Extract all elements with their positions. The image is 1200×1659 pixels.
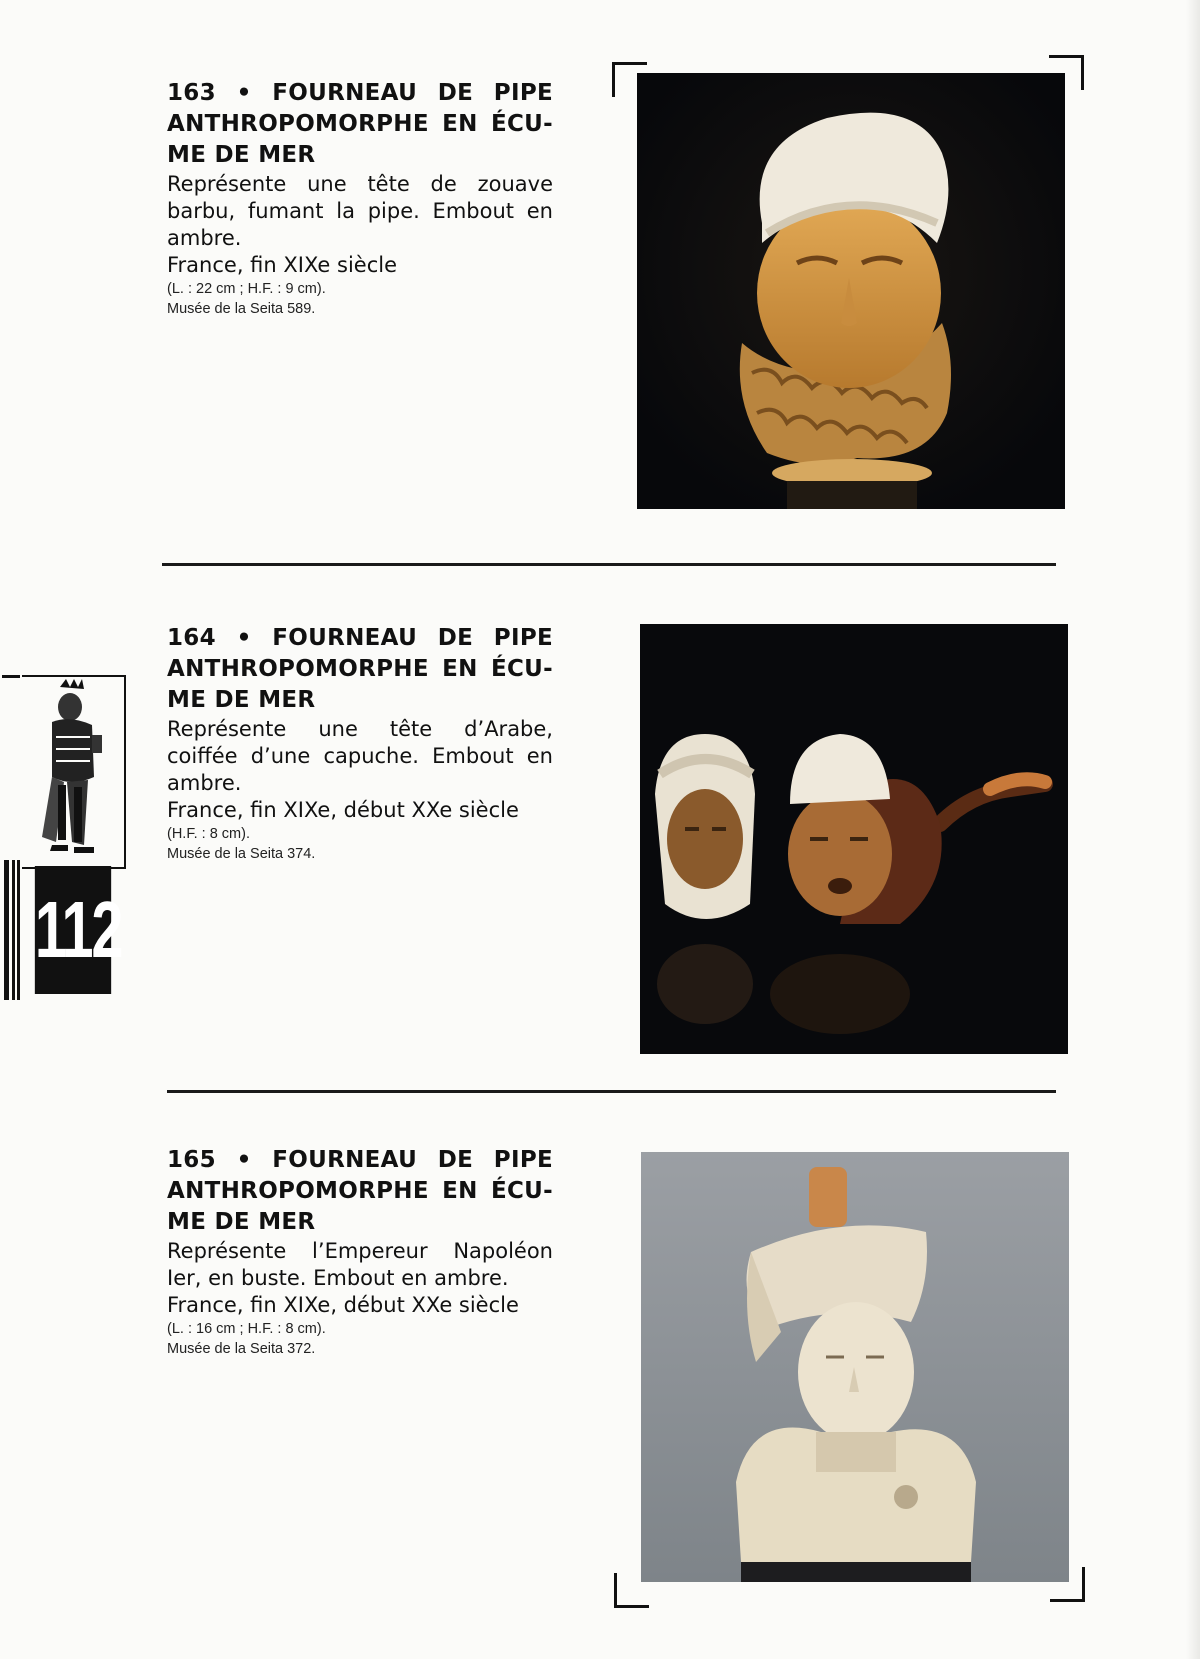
- page-edge: [1186, 0, 1200, 1659]
- page-number: 112: [35, 866, 111, 994]
- entry-description: Représente une tête d’Arabe, coiffée d’une capuche. Embout en ambre.: [167, 717, 553, 795]
- entry-collection: Musée de la Seita 372.: [167, 1341, 316, 1357]
- crop-mark-bottom-left: [614, 1573, 649, 1608]
- entry-title: 165 • FOURNEAU DE PIPE ANTHROPOMORPHE EN ÉCU-ME DE MER: [167, 1147, 553, 1235]
- entry-dimensions: (L. : 22 cm ; H.F. : 9 cm).: [167, 281, 326, 297]
- knight-figure-icon: [22, 677, 124, 867]
- photo-napoleon-bust-pipe: [641, 1152, 1069, 1582]
- crop-mark-top-left: [612, 62, 647, 97]
- entry-title: 163 • FOURNEAU DE PIPE ANTHROPOMORPHE EN ÉCU-ME DE MER: [167, 80, 553, 168]
- entry-description: Représente une tête de zouave barbu, fumant la pipe. Embout en ambre.: [167, 172, 553, 250]
- entry-origin: France, fin XIXe, début XXe siècle: [167, 798, 519, 822]
- entry-title: 164 • FOURNEAU DE PIPE ANTHROPOMORPHE EN ÉCU-ME DE MER: [167, 625, 553, 713]
- entry-dimensions: (H.F. : 8 cm).: [167, 826, 250, 842]
- entry-origin: France, fin XIXe siècle: [167, 253, 398, 277]
- section-divider: [167, 1090, 1056, 1093]
- catalog-entry-163: [167, 78, 553, 319]
- entry-origin: France, fin XIXe, début XXe siècle: [167, 1293, 519, 1317]
- photo-arab-head-pipes: [640, 624, 1068, 1054]
- entry-dimensions: (L. : 16 cm ; H.F. : 8 cm).: [167, 1321, 326, 1337]
- section-divider: [162, 563, 1056, 566]
- photo-zouave-pipe: [637, 73, 1065, 509]
- catalog-entry-165: [167, 1145, 553, 1359]
- side-tick: [2, 675, 20, 678]
- sidebar-ornament: [22, 675, 126, 869]
- entry-collection: Musée de la Seita 589.: [167, 301, 316, 317]
- crop-mark-top-right: [1049, 55, 1084, 90]
- entry-collection: Musée de la Seita 374.: [167, 846, 316, 862]
- catalog-entry-164: [167, 623, 553, 864]
- sidebar-bars: [0, 860, 20, 1000]
- crop-mark-bottom-right: [1050, 1567, 1085, 1602]
- entry-description: Représente l’Empereur Napoléon Ier, en buste. Embout en ambre.: [167, 1239, 553, 1290]
